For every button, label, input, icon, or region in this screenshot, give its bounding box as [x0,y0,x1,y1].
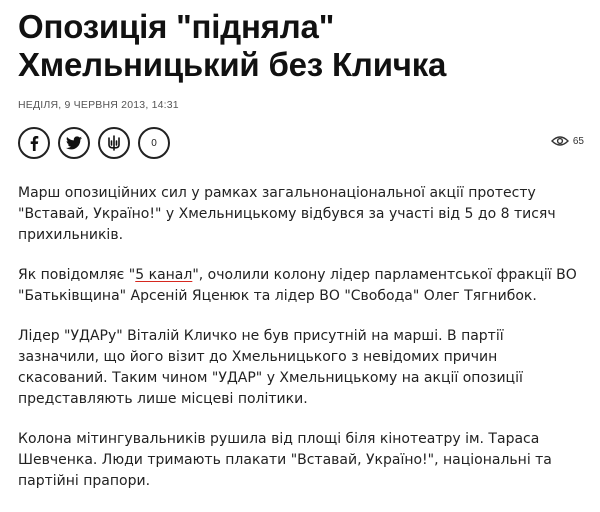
twitter-icon [66,136,82,150]
facebook-icon [27,135,41,151]
paragraph-2-after: ", очолили колону лідер парламентської фракції ВО "Батьківщина" Арсеній Яценюк та лідер ВО "Свобода" Олег Тягнибок. [18,267,577,304]
share-button[interactable] [98,127,130,159]
comments-count: 0 [151,137,157,149]
source-link[interactable]: 5 канал [135,267,193,283]
paragraph-4: Колона мітингувальників рушила від площі біля кінотеатру ім. Тараса Шевченка. Люди тримають плакати "Вставай, Україно!", національні та партійні прапори. [18,431,552,489]
comments-button[interactable] [138,127,170,159]
paragraph-1: Марш опозиційних сил у рамках загальнонаціональної акції протесту "Вставай, Україно!" у Хмельницькому відбувся за участі від 5 до 8 тисяч прихильників. [18,185,556,243]
paragraph-2 [18,265,584,307]
article-body [18,183,584,492]
paragraph-3: Лідер "УДАРу" Віталій Кличко не був присутній на марші. В партії зазначили, що його візит до Хмельницького з невідомих причин скасований. Таким чином "УДАР" у Хмельницькому на акції опозиції представляють лише місцеві політики. [18,328,523,407]
article [18,0,584,511]
article-title: Опозиція "підняла" Хмельницький без Кличка [18,8,447,83]
facebook-share-button[interactable] [18,127,50,159]
paragraph-2-before: Як повідомляє " [18,267,136,283]
views-counter [551,135,584,147]
article-date: НЕДІЛЯ, 9 ЧЕРВНЯ 2013, 14:31 [18,99,179,111]
eye-icon [551,135,569,147]
trident-icon [107,135,121,151]
views-count: 65 [572,135,584,147]
twitter-share-button[interactable] [58,127,90,159]
share-bar [18,127,584,161]
